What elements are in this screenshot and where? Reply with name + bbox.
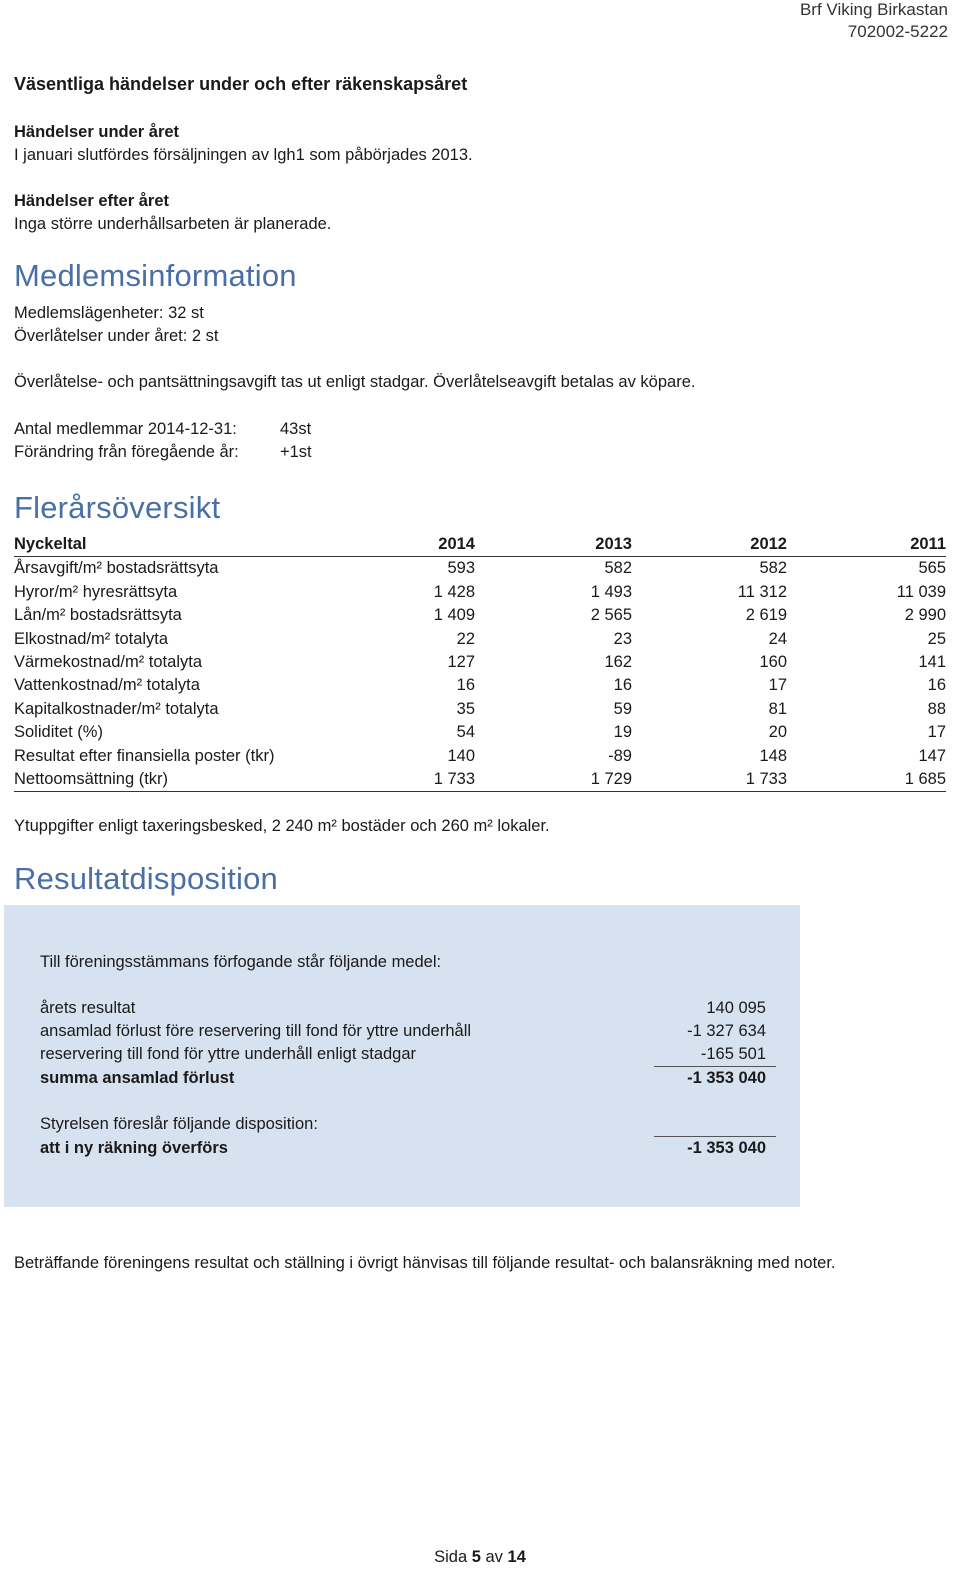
cell-value: 59 <box>613 699 632 718</box>
events-during-text: I januari slutfördes försäljningen av lgh1 som påbörjades 2013. <box>14 146 473 164</box>
cell-value: 582 <box>759 559 787 578</box>
members-apartments: Medlemslägenheter: 32 st <box>14 304 204 322</box>
row-label: Nettoomsättning (tkr) <box>14 768 304 792</box>
organization-name: Brf Viking Birkastan <box>799 0 948 19</box>
table-row <box>14 768 946 792</box>
disposition-item <box>40 997 776 1020</box>
cell-value: 1 428 <box>433 582 475 601</box>
disposition-item-label: ansamlad förlust före reservering till fond för yttre underhåll <box>40 1022 472 1040</box>
cell-value: 1 493 <box>590 582 632 601</box>
cell-value: 17 <box>768 676 787 695</box>
disposition-item-value: -1 327 634 <box>687 1022 766 1040</box>
cell-value: 16 <box>927 676 946 695</box>
disposition-proposal-text: Styrelsen föreslår följande disposition: <box>40 1115 318 1133</box>
cell-value: -89 <box>608 746 632 765</box>
disposition-box <box>4 905 800 1207</box>
events-after-text: Inga större underhållsarbeten är planerade. <box>14 215 332 233</box>
column-header: 2013 <box>475 533 632 557</box>
members-change-label: Förändring från föregående år: <box>14 443 239 461</box>
disposition-sum-value: -1 353 040 <box>687 1069 766 1087</box>
cell-value: 593 <box>447 559 475 578</box>
cell-value: 88 <box>927 699 946 718</box>
table-row <box>14 674 946 697</box>
table-row <box>14 604 946 627</box>
cell-value: 582 <box>604 559 632 578</box>
footer-of: av <box>485 1548 503 1566</box>
cell-value: 141 <box>918 653 946 672</box>
cell-value: 148 <box>759 746 787 765</box>
members-fees-text: Överlåtelse- och pantsättningsavgift tas ut enligt stadgar. Överlåtelseavgift betalas av köpare. <box>14 373 696 391</box>
cell-value: 19 <box>613 723 632 742</box>
members-heading: Medlemsinformation <box>14 258 297 293</box>
disposition-sum-label: summa ansamlad förlust <box>40 1069 235 1087</box>
closing-text: Beträffande föreningens resultat och ställning i övrigt hänvisas till följande resultat- och balansräkning med noter. <box>14 1254 836 1272</box>
cell-value: 54 <box>456 723 475 742</box>
disposition-heading: Resultatdisposition <box>14 861 279 896</box>
members-transfers: Överlåtelser under året: 2 st <box>14 327 219 345</box>
cell-value: 2 619 <box>745 606 787 625</box>
disposition-proposal <box>40 1113 776 1136</box>
disposition-item <box>40 1043 776 1066</box>
disposition-intro <box>40 951 776 974</box>
row-label: Årsavgift/m² bostadsrättsyta <box>14 559 219 578</box>
column-header: 2011 <box>787 533 946 557</box>
cell-value: 22 <box>456 629 475 648</box>
events-heading: Väsentliga händelser under och efter räkenskapsåret <box>14 74 468 94</box>
footer-page-total: 14 <box>507 1548 526 1566</box>
disposition-intro-text: Till föreningsstämmans förfogande står följande medel: <box>40 953 442 971</box>
row-label: Värmekostnad/m² totalyta <box>14 653 202 672</box>
column-header: 2012 <box>632 533 787 557</box>
table-row <box>14 628 946 651</box>
cell-value: 2 990 <box>904 606 946 625</box>
row-label: Kapitalkostnader/m² totalyta <box>14 699 219 718</box>
key-figures-table <box>14 533 946 792</box>
events-after-title: Händelser efter året <box>14 192 169 210</box>
row-label: Resultat efter finansiella poster (tkr) <box>14 746 275 765</box>
table-row <box>14 581 946 604</box>
cell-value: 162 <box>604 653 632 672</box>
disposition-item <box>40 1020 776 1043</box>
key-figures-header-row <box>14 533 946 557</box>
cell-value: 147 <box>918 746 946 765</box>
cell-value: 24 <box>768 629 787 648</box>
row-label: Lån/m² bostadsrättsyta <box>14 606 182 625</box>
disposition-carry-value: -1 353 040 <box>687 1139 766 1157</box>
cell-value: 16 <box>456 676 475 695</box>
disposition-carry-label: att i ny räkning överförs <box>40 1139 228 1157</box>
table-row <box>14 698 946 721</box>
cell-value: 1 409 <box>433 606 475 625</box>
cell-value: 20 <box>768 723 787 742</box>
cell-value: 11 312 <box>737 582 787 601</box>
disposition-item-label: reservering till fond för yttre underhåll enligt stadgar <box>40 1045 417 1063</box>
disposition-item-value: -165 501 <box>700 1045 766 1063</box>
row-label: Elkostnad/m² totalyta <box>14 629 169 648</box>
row-label: Soliditet (%) <box>14 723 103 742</box>
cell-value: 140 <box>447 746 475 765</box>
table-row <box>14 651 946 674</box>
cell-value: 1 733 <box>304 768 475 792</box>
footer-prefix: Sida <box>434 1548 468 1566</box>
table-row <box>14 721 946 744</box>
cell-value: 23 <box>613 629 632 648</box>
members-count-label: Antal medlemmar 2014-12-31: <box>14 420 237 438</box>
organization-number: 702002-5222 <box>847 22 948 41</box>
disposition-item-label: årets resultat <box>40 999 136 1017</box>
cell-value: 25 <box>927 629 946 648</box>
cell-value: 127 <box>447 653 475 672</box>
cell-value: 81 <box>768 699 787 718</box>
disposition-carry <box>40 1137 776 1160</box>
cell-value: 1 733 <box>632 768 787 792</box>
cell-value: 1 685 <box>787 768 946 792</box>
members-count-value: 43st <box>280 420 312 438</box>
events-during-title: Händelser under året <box>14 123 180 141</box>
column-header: 2014 <box>304 533 475 557</box>
table-row <box>14 557 946 581</box>
cell-value: 17 <box>927 723 946 742</box>
page-footer <box>0 1548 960 1567</box>
cell-value: 160 <box>759 653 787 672</box>
cell-value: 35 <box>456 699 475 718</box>
footer-page-number: 5 <box>471 1548 481 1566</box>
cell-value: 1 729 <box>475 768 632 792</box>
column-header: Nyckeltal <box>14 533 304 557</box>
cell-value: 565 <box>918 559 946 578</box>
area-note: Ytuppgifter enligt taxeringsbesked, 2 240 m² bostäder och 260 m² lokaler. <box>14 817 550 835</box>
table-row <box>14 745 946 768</box>
row-label: Vattenkostnad/m² totalyta <box>14 676 200 695</box>
overview-heading: Flerårsöversikt <box>14 490 221 525</box>
disposition-item-value: 140 095 <box>706 999 766 1017</box>
cell-value: 11 039 <box>896 582 946 601</box>
cell-value: 16 <box>613 676 632 695</box>
disposition-sum <box>40 1067 776 1090</box>
members-change-value: +1st <box>280 443 312 461</box>
row-label: Hyror/m² hyresrättsyta <box>14 582 178 601</box>
cell-value: 2 565 <box>590 606 632 625</box>
